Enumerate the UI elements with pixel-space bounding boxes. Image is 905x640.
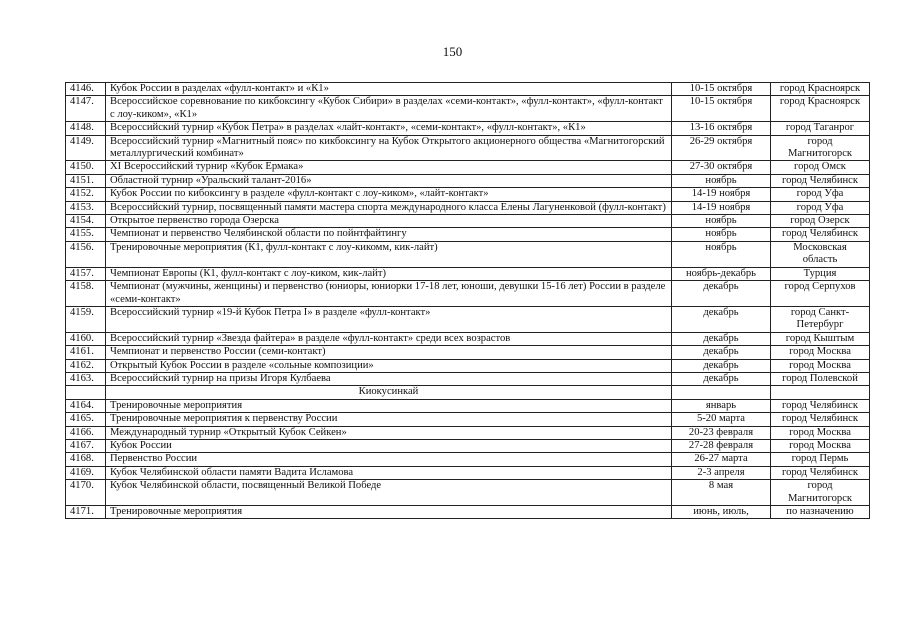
row-number: 4170.	[66, 480, 106, 506]
event-dates: 20-23 февраля	[672, 426, 771, 439]
table-row	[66, 306, 870, 332]
event-name: Всероссийский турнир, посвященный памяти мастера спорта международного класса Елены Лагуненковой (фулл-контакт)	[106, 201, 672, 214]
table-row	[66, 241, 870, 267]
event-place: город Таганрог	[771, 122, 870, 135]
event-place: город Серпухов	[771, 281, 870, 307]
event-name: Чемпионат и первенство Челябинской области по пойнтфайтингу	[106, 228, 672, 241]
event-place: город Челябинск	[771, 399, 870, 412]
table-row	[66, 281, 870, 307]
row-number: 4158.	[66, 281, 106, 307]
table-row	[66, 372, 870, 385]
event-place: город Магнитогорск	[771, 480, 870, 506]
empty-cell	[771, 386, 870, 399]
row-number: 4159.	[66, 306, 106, 332]
table-row	[66, 215, 870, 228]
event-dates: ноябрь	[672, 228, 771, 241]
event-place: по назначению	[771, 506, 870, 519]
event-name: Тренировочные мероприятия	[106, 399, 672, 412]
event-name: Всероссийский турнир «Звезда файтера» в разделе «фулл-контакт» среди всех возрастов	[106, 332, 672, 345]
table-row	[66, 413, 870, 426]
table-row	[66, 228, 870, 241]
row-number: 4147.	[66, 96, 106, 122]
row-number: 4168.	[66, 453, 106, 466]
event-dates: ноябрь	[672, 174, 771, 187]
event-place: город Челябинск	[771, 228, 870, 241]
event-dates: июнь, июль,	[672, 506, 771, 519]
event-place: город Омск	[771, 161, 870, 174]
event-name: Всероссийский турнир «19-й Кубок Петра I» в разделе «фулл-контакт»	[106, 306, 672, 332]
event-name: Тренировочные мероприятия к первенству России	[106, 413, 672, 426]
empty-cell	[66, 386, 106, 399]
event-dates: 27-28 февраля	[672, 439, 771, 452]
row-number: 4154.	[66, 215, 106, 228]
event-place: город Москва	[771, 426, 870, 439]
event-dates: 26-27 марта	[672, 453, 771, 466]
table-row	[66, 201, 870, 214]
event-name: Кубок России	[106, 439, 672, 452]
event-name: Всероссийский турнир «Магнитный пояс» по кикбоксингу на Кубок Открытого акционерного общества «Магнитогорский металлургический комбинат»	[106, 135, 672, 161]
event-name: Первенство России	[106, 453, 672, 466]
table-row	[66, 122, 870, 135]
event-name: Открытый Кубок России в разделе «сольные композиции»	[106, 359, 672, 372]
event-dates: 5-20 марта	[672, 413, 771, 426]
table-row	[66, 188, 870, 201]
event-name: Всероссийское соревнование по кикбоксингу «Кубок Сибири» в разделах «семи-контакт», «фулл-контакт», «фулл-контакт с лоу-киком», «К1»	[106, 96, 672, 122]
event-dates: 10-15 октября	[672, 96, 771, 122]
event-place: город Красноярск	[771, 83, 870, 96]
event-dates: 14-19 ноября	[672, 201, 771, 214]
row-number: 4157.	[66, 267, 106, 280]
event-name: Кубок Челябинской области памяти Вадита Исламова	[106, 466, 672, 479]
event-dates: декабрь	[672, 372, 771, 385]
event-dates: 2-3 апреля	[672, 466, 771, 479]
event-place: город Пермь	[771, 453, 870, 466]
row-number: 4149.	[66, 135, 106, 161]
event-place: город Полевской	[771, 372, 870, 385]
event-dates: 26-29 октября	[672, 135, 771, 161]
event-place: город Челябинск	[771, 413, 870, 426]
event-dates: 14-19 ноября	[672, 188, 771, 201]
event-name: Чемпионат (мужчины, женщины) и первенство (юниоры, юниорки 17-18 лет, юноши, девушки 15-16 лет) России в разделе «семи-контакт»	[106, 281, 672, 307]
table-row	[66, 332, 870, 345]
event-name: Кубок Челябинской области, посвященный Великой Победе	[106, 480, 672, 506]
row-number: 4150.	[66, 161, 106, 174]
table-row	[66, 346, 870, 359]
row-number: 4155.	[66, 228, 106, 241]
row-number: 4165.	[66, 413, 106, 426]
table-row	[66, 161, 870, 174]
event-name: Тренировочные мероприятия (К1, фулл-контакт с лоу-кикомм, кик-лайт)	[106, 241, 672, 267]
section-label: Киокусинкай	[106, 386, 672, 399]
event-name: Кубок России по кибоксингу в разделе «фулл-контакт с лоу-киком», «лайт-контакт»	[106, 188, 672, 201]
event-place: город Челябинск	[771, 174, 870, 187]
event-dates: ноябрь	[672, 215, 771, 228]
row-number: 4161.	[66, 346, 106, 359]
table-row	[66, 466, 870, 479]
event-name: Всероссийский турнир «Кубок Петра» в разделах «лайт-контакт», «семи-контакт», «фулл-контакт», «К1»	[106, 122, 672, 135]
events-table	[65, 82, 870, 519]
row-number: 4151.	[66, 174, 106, 187]
table-row	[66, 399, 870, 412]
event-place: город Челябинск	[771, 466, 870, 479]
event-dates: декабрь	[672, 346, 771, 359]
row-number: 4146.	[66, 83, 106, 96]
page-number: 150	[442, 44, 463, 59]
event-name: Международный турнир «Открытый Кубок Сейкен»	[106, 426, 672, 439]
row-number: 4169.	[66, 466, 106, 479]
event-place: город Озерск	[771, 215, 870, 228]
event-dates: январь	[672, 399, 771, 412]
event-dates: декабрь	[672, 306, 771, 332]
event-name: Открытое первенство города Озерска	[106, 215, 672, 228]
event-dates: декабрь	[672, 359, 771, 372]
events-table-body	[66, 83, 870, 519]
table-row	[66, 135, 870, 161]
event-dates: 27-30 октября	[672, 161, 771, 174]
event-name: Кубок России в разделах «фулл-контакт» и «К1»	[106, 83, 672, 96]
event-dates: 13-16 октября	[672, 122, 771, 135]
table-row	[66, 453, 870, 466]
event-dates: 8 мая	[672, 480, 771, 506]
event-place: город Красноярск	[771, 96, 870, 122]
event-place: город Москва	[771, 359, 870, 372]
event-place: город Кыштым	[771, 332, 870, 345]
event-name: Чемпионат Европы (К1, фулл-контакт с лоу-киком, кик-лайт)	[106, 267, 672, 280]
row-number: 4166.	[66, 426, 106, 439]
event-dates: ноябрь-декабрь	[672, 267, 771, 280]
event-dates: декабрь	[672, 281, 771, 307]
row-number: 4162.	[66, 359, 106, 372]
table-row	[66, 267, 870, 280]
event-place: город Москва	[771, 439, 870, 452]
row-number: 4171.	[66, 506, 106, 519]
table-row	[66, 426, 870, 439]
event-place: город Москва	[771, 346, 870, 359]
table-row	[66, 439, 870, 452]
event-name: Всероссийский турнир на призы Игоря Кулбаева	[106, 372, 672, 385]
table-row	[66, 506, 870, 519]
table-row	[66, 359, 870, 372]
table-row	[66, 96, 870, 122]
table-row	[66, 174, 870, 187]
event-name: Чемпионат и первенство России (семи-контакт)	[106, 346, 672, 359]
table-row	[66, 480, 870, 506]
event-place: Турция	[771, 267, 870, 280]
event-place: город Магнитогорск	[771, 135, 870, 161]
event-place: город Уфа	[771, 188, 870, 201]
event-name: Тренировочные мероприятия	[106, 506, 672, 519]
event-name: Областной турнир «Уральский талант-2016»	[106, 174, 672, 187]
event-dates: 10-15 октября	[672, 83, 771, 96]
row-number: 4163.	[66, 372, 106, 385]
row-number: 4153.	[66, 201, 106, 214]
row-number: 4148.	[66, 122, 106, 135]
event-place: Московская область	[771, 241, 870, 267]
event-dates: декабрь	[672, 332, 771, 345]
row-number: 4167.	[66, 439, 106, 452]
section-header-row	[66, 386, 870, 399]
row-number: 4160.	[66, 332, 106, 345]
row-number: 4156.	[66, 241, 106, 267]
table-row	[66, 83, 870, 96]
row-number: 4152.	[66, 188, 106, 201]
event-place: город Санкт-Петербург	[771, 306, 870, 332]
row-number: 4164.	[66, 399, 106, 412]
empty-cell	[672, 386, 771, 399]
event-name: XI Всероссийский турнир «Кубок Ермака»	[106, 161, 672, 174]
event-dates: ноябрь	[672, 241, 771, 267]
event-place: город Уфа	[771, 201, 870, 214]
